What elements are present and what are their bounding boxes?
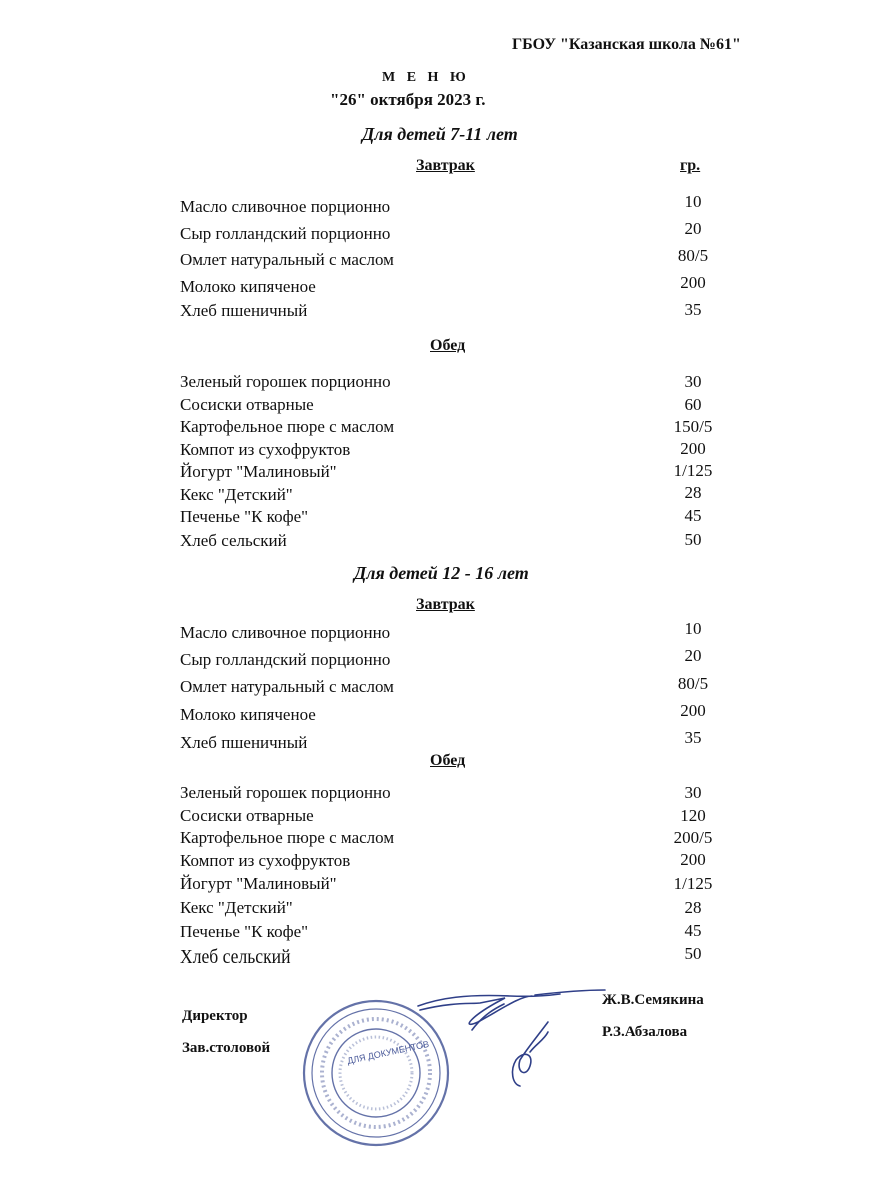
breakfast-heading-7-11: Завтрак [416, 157, 475, 174]
list-item: Компот из сухофруктов [180, 440, 351, 459]
list-item-qty: 50 [684, 530, 702, 549]
list-item-qty: 28 [684, 898, 702, 917]
list-item: Омлет натуральный с маслом [180, 250, 394, 269]
menu-title: М Е Н Ю [382, 70, 470, 85]
list-item: Кекс "Детский" [180, 898, 293, 917]
list-item-qty: 200 [680, 701, 706, 720]
list-item-qty: 20 [684, 646, 702, 665]
svg-text:ДЛЯ ДОКУМЕНТОВ [346, 1039, 430, 1066]
list-item: Зеленый горошек порционно [180, 783, 391, 802]
list-item-qty: 50 [684, 944, 702, 963]
list-item-qty: 28 [684, 483, 702, 502]
list-item: Сыр голландский порционно [180, 650, 391, 669]
breakfast-heading-12-16: Завтрак [416, 596, 475, 613]
list-item-qty: 35 [684, 728, 702, 747]
list-item-qty: 80/5 [677, 674, 709, 693]
list-item: Компот из сухофруктов [180, 851, 351, 870]
list-item: Масло сливочное порционно [180, 623, 391, 642]
list-item: Йогурт "Малиновый" [180, 462, 337, 481]
lunch-heading-12-16: Обед [430, 752, 466, 769]
list-item: Йогурт "Малиновый" [180, 874, 337, 893]
list-item: Хлеб сельский [180, 531, 287, 550]
group-title-12-16: Для детей 12 - 16 лет [354, 563, 529, 583]
list-item-qty: 35 [684, 300, 702, 319]
stamp-center-text [346, 1039, 430, 1066]
list-item: Картофельное пюре с маслом [180, 828, 395, 847]
list-item-qty: 200/5 [673, 828, 713, 847]
list-item-qty: 45 [684, 506, 702, 525]
list-item-qty: 10 [684, 619, 702, 638]
list-item-qty: 200 [680, 273, 706, 292]
signature-scribble [418, 990, 605, 1086]
list-item: Хлеб пшеничный [180, 301, 308, 320]
canteen-head-name: Р.З.Абзалова [602, 1024, 688, 1040]
list-item: Сосиски отварные [180, 395, 314, 414]
school-name: ГБОУ "Казанская школа №61" [512, 36, 741, 53]
list-item-qty: 45 [684, 921, 702, 940]
director-name: Ж.В.Семякина [602, 992, 704, 1008]
list-item: Хлеб пшеничный [180, 733, 308, 752]
list-item: Молоко кипяченое [180, 277, 316, 296]
list-item: Омлет натуральный с маслом [180, 677, 394, 696]
list-item: Масло сливочное порционно [180, 197, 391, 216]
list-item-qty: 1/125 [673, 461, 713, 480]
list-item-qty: 200 [680, 439, 706, 458]
list-item: Молоко кипяченое [180, 705, 316, 724]
list-item: Картофельное пюре с маслом [180, 417, 395, 436]
list-item-qty: 30 [684, 783, 702, 802]
list-item-qty: 120 [680, 806, 706, 825]
lunch-heading-7-11: Обед [430, 337, 466, 354]
list-item-qty: 1/125 [673, 874, 713, 893]
list-item-qty: 200 [680, 850, 706, 869]
list-item: Сыр голландский порционно [180, 224, 391, 243]
list-item: Зеленый горошек порционно [180, 372, 391, 391]
list-item-qty: 60 [684, 395, 702, 414]
round-seal-stamp [304, 1001, 448, 1145]
canteen-head-label: Зав.столовой [182, 1040, 271, 1056]
list-item-qty: 20 [684, 219, 702, 238]
list-item-qty: 80/5 [677, 246, 709, 265]
stamp-center-label: ДЛЯ ДОКУМЕНТОВ [346, 1038, 430, 1066]
director-label: Директор [182, 1008, 248, 1024]
list-item: Кекс "Детский" [180, 485, 293, 504]
list-item-qty: 150/5 [673, 417, 713, 436]
list-item-qty: 30 [684, 372, 702, 391]
list-item: Печенье "К кофе" [180, 507, 309, 526]
grams-unit-heading: гр. [680, 157, 701, 174]
group-title-7-11: Для детей 7-11 лет [362, 124, 518, 144]
list-item: Хлеб сельский [180, 946, 291, 968]
list-item-qty: 10 [684, 192, 702, 211]
menu-date: "26" октября 2023 г. [330, 90, 486, 109]
list-item: Сосиски отварные [180, 806, 314, 825]
list-item: Печенье "К кофе" [180, 922, 309, 941]
